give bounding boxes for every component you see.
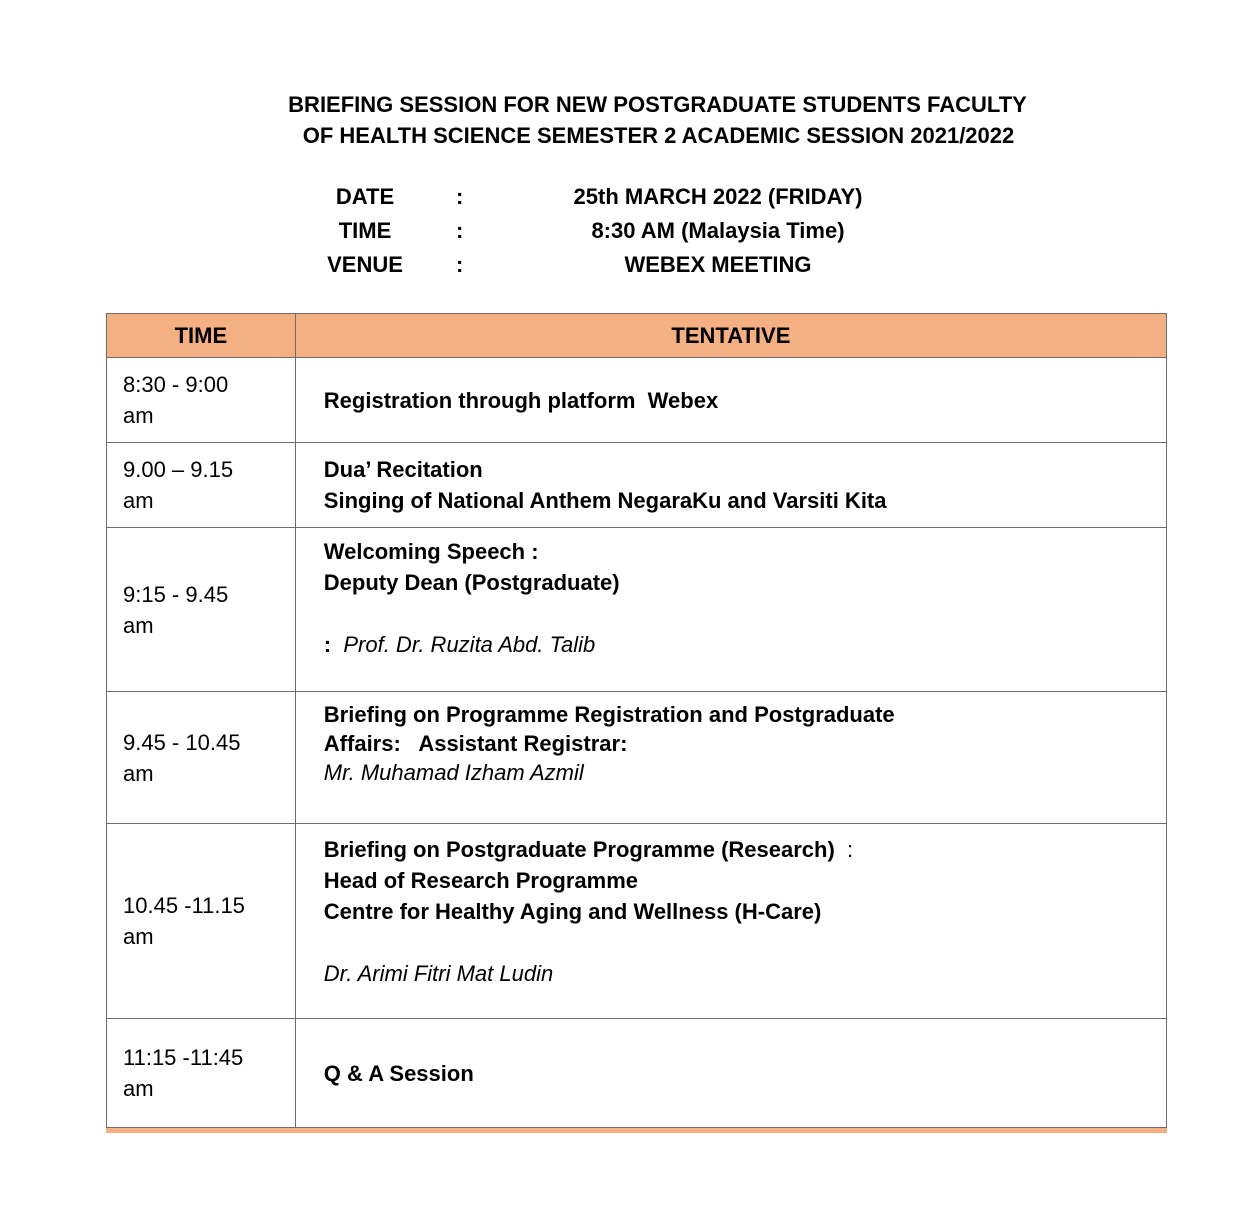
time-range: 11:15 -11:45 [123,1045,244,1070]
agenda-item: Briefing on Programme Registration and Postgraduate [323,702,895,727]
agenda-item [324,834,1166,865]
date-label: DATE [335,184,395,209]
agenda-item: Singing of National Anthem NegaraKu and Varsiti Kita [323,488,887,513]
speaker-name: Mr. Muhamad Izham Azmil [323,760,584,785]
time-range: 9:15 - 9.45 [123,581,229,607]
venue-row [0,250,1241,284]
agenda-item: Deputy Dean (Postgraduate) [323,570,620,595]
agenda-item: Dua’ Recitation [323,457,483,482]
event-details [0,182,1241,284]
time-suffix: am [123,924,154,949]
document-title [0,89,1241,151]
agenda-item: Q & A Session [323,1060,474,1086]
time-suffix: am [123,403,154,428]
date-row [0,182,1241,216]
time-cell [107,824,296,1019]
venue-label: VENUE [327,252,403,277]
time-range: 9.00 – 9.15 [123,457,234,482]
table-row [107,1019,1167,1128]
time-label: TIME [338,218,392,243]
title-line-2: OF HEALTH SCIENCE SEMESTER 2 ACADEMIC SESSION 2021/2022 [302,123,1015,148]
speaker-colon: : [323,632,332,657]
table-row [107,528,1167,692]
time-value: 8:30 AM (Malaysia Time) [591,218,845,243]
title-line-1: BRIEFING SESSION FOR NEW POSTGRADUATE STUDENTS FACULTY [288,92,1027,117]
time-cell [107,692,296,824]
agenda-item: Registration through platform Webex [323,387,719,413]
table-row [107,824,1167,1019]
time-suffix: am [123,488,154,513]
table-row [107,692,1167,824]
speaker-line [324,629,1166,660]
venue-value: WEBEX MEETING [624,252,812,277]
time-range: 10.45 -11.15 [123,893,245,918]
table-row [107,443,1167,528]
tentative-cell [295,1019,1166,1128]
bottom-border-accent [106,1128,1167,1133]
table-row [107,358,1167,443]
tentative-cell [295,443,1166,528]
time-cell [107,443,296,528]
header-time: TIME [107,314,296,358]
date-value: 25th MARCH 2022 (FRIDAY) [573,184,863,209]
time-suffix: am [123,612,154,638]
time-range: 8:30 - 9:00 [123,372,229,397]
tentative-cell [295,358,1166,443]
agenda-heading: Briefing on Postgraduate Programme (Research) [323,837,835,862]
time-suffix: am [123,760,154,786]
time-cell [107,358,296,443]
tentative-cell [295,528,1166,692]
time-cell [107,1019,296,1128]
time-suffix: am [123,1076,154,1101]
time-range: 9.45 - 10.45 [123,729,241,755]
agenda-colon: : [847,837,854,862]
tentative-cell [295,824,1166,1019]
header-tentative: TENTATIVE [295,314,1166,358]
schedule-table [106,313,1167,1128]
agenda-item: Welcoming Speech : [323,539,539,564]
table-header-row [107,314,1167,358]
agenda-item: Centre for Healthy Aging and Wellness (H-Care) [323,899,822,924]
tentative-cell [295,692,1166,824]
date-colon: : [456,184,464,209]
time-colon: : [456,218,464,243]
speaker-name: Dr. Arimi Fitri Mat Ludin [323,961,554,986]
venue-colon: : [456,252,464,277]
agenda-item: Head of Research Programme [323,868,639,893]
time-row [0,216,1241,250]
time-cell [107,528,296,692]
agenda-item: Affairs: Assistant Registrar: [323,731,628,756]
speaker-name: Prof. Dr. Ruzita Abd. Talib [343,632,596,657]
